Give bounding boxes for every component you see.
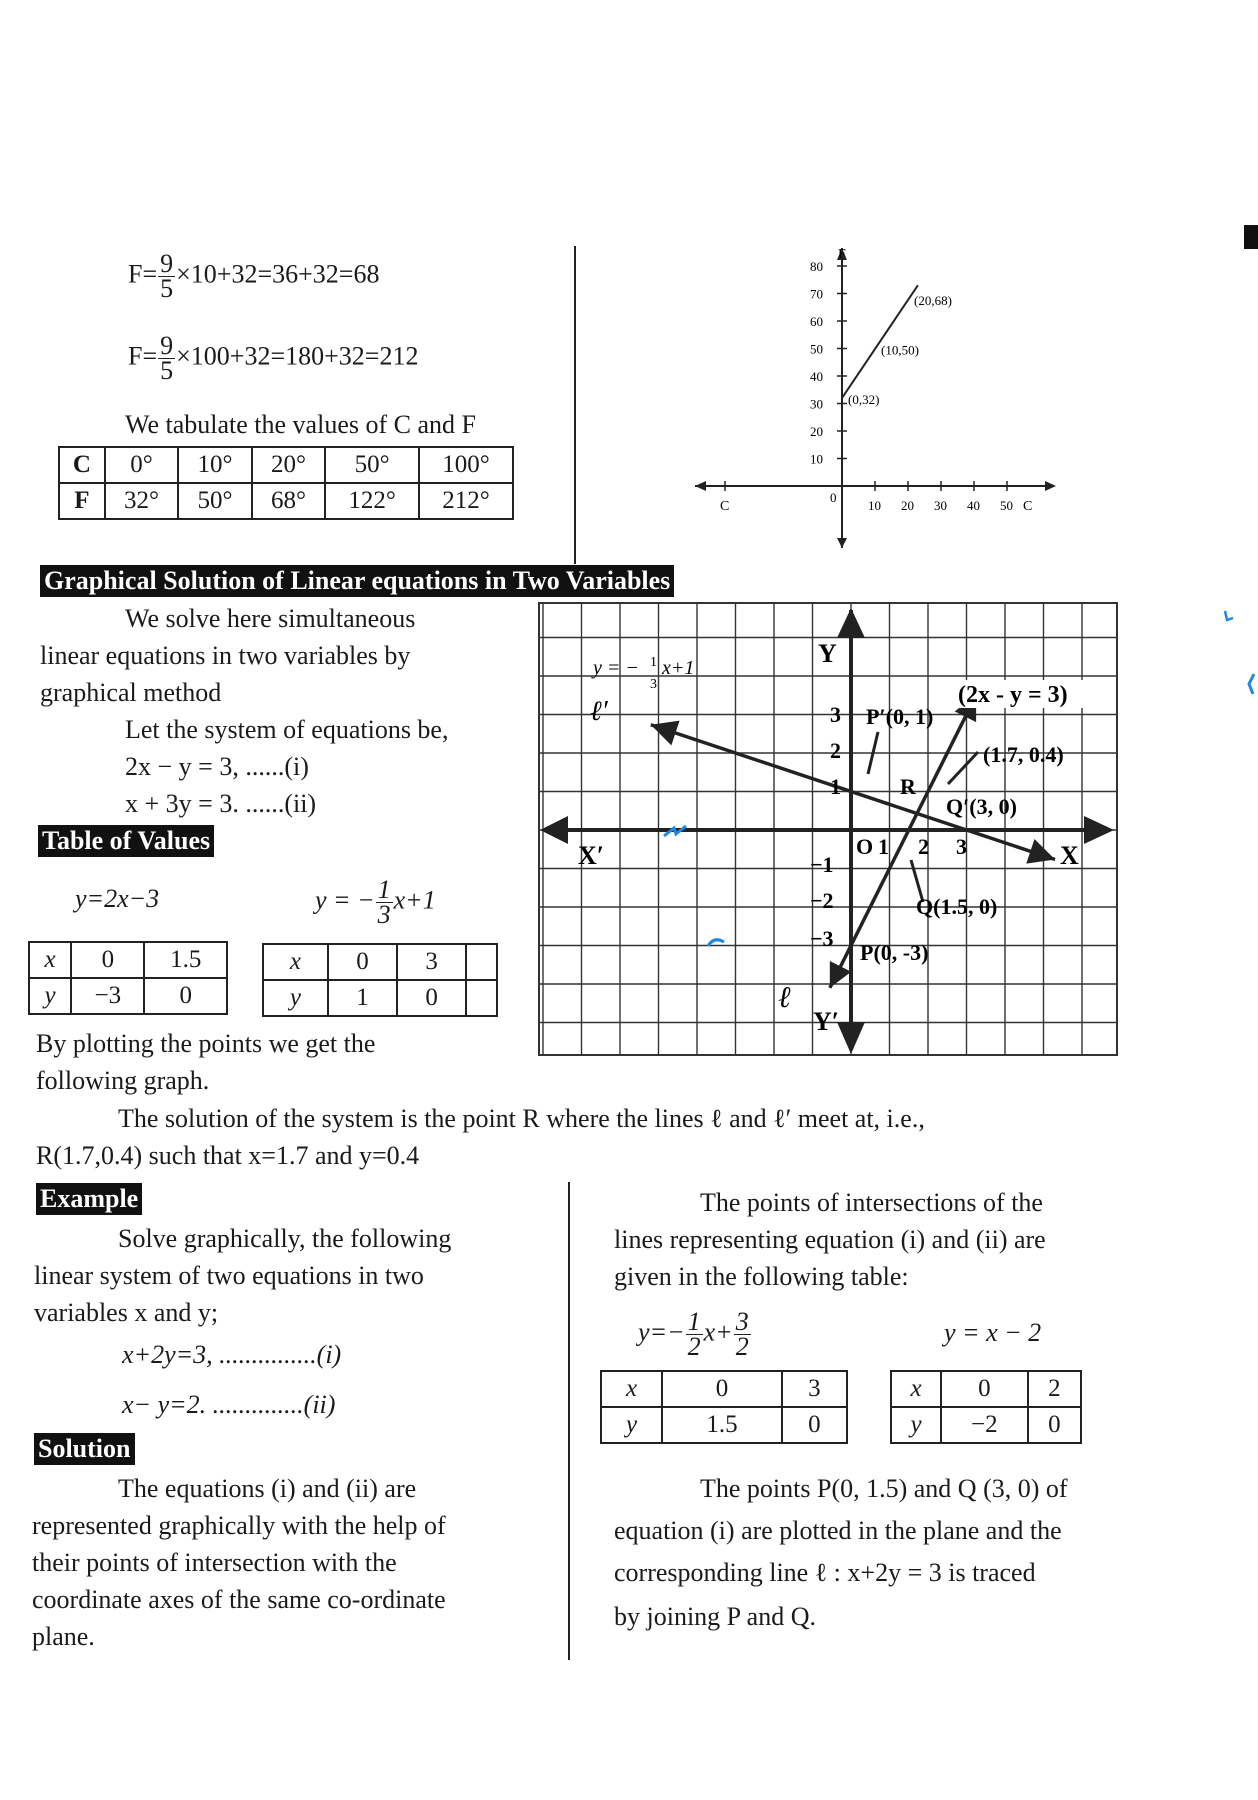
l-label: ℓ <box>778 981 791 1014</box>
fraction <box>376 875 393 929</box>
x-tick-label: 10 <box>868 498 881 513</box>
table-cell: −2 <box>941 1407 1028 1443</box>
section-banner: Graphical Solution of Linear equations in Two Variables <box>40 565 674 597</box>
table-cell: 0 <box>71 942 144 978</box>
table-cell: 1.5 <box>662 1407 782 1443</box>
table-cell: −3 <box>71 978 144 1014</box>
y-axis-arrow-down <box>837 538 847 548</box>
point-label: (0,32) <box>848 392 880 407</box>
table-cell: 20° <box>252 447 325 483</box>
table-cell: 0 <box>662 1371 782 1407</box>
intro-line: linear equations in two variables by <box>40 641 411 670</box>
tick-y3: 3 <box>830 702 841 727</box>
x-axis-label: X <box>1060 841 1079 870</box>
page-edge-mark <box>1244 225 1258 249</box>
right-para-2: by joining P and Q. <box>614 1602 816 1631</box>
right-para-2: corresponding line ℓ : x+2y = 3 is traced <box>614 1558 1036 1587</box>
y-tick-label: 30 <box>810 396 823 412</box>
equation-ii: x + 3y = 3. ......(ii) <box>125 789 317 818</box>
example-eq-ii: x− y=2. ..............(ii) <box>122 1390 336 1419</box>
linear-system-graph <box>538 602 1120 1058</box>
fraction-num: 3 <box>735 1307 749 1336</box>
plotting-line: following graph. <box>36 1066 210 1095</box>
line-l-prime-arrowtail <box>651 721 680 746</box>
tv2-label-pre: y = − <box>315 885 375 915</box>
right-para: lines representing equation (i) and (ii) are <box>614 1225 1046 1254</box>
pen-mark <box>1222 608 1236 624</box>
tv1-label: y=2x−3 <box>75 884 160 913</box>
line-l-prime-arrowhead <box>1026 839 1055 864</box>
y-tick-label: 40 <box>810 369 823 384</box>
table-cell: 32° <box>105 483 178 519</box>
fraction-den: 2 <box>687 1332 701 1361</box>
table-cell: y <box>891 1407 941 1443</box>
table-row <box>891 1371 1081 1407</box>
values-table-4 <box>890 1370 1082 1444</box>
y-tick-label: 70 <box>810 286 823 302</box>
tick-y2: 2 <box>830 738 841 763</box>
table-row <box>59 447 513 483</box>
table-row <box>601 1371 847 1407</box>
fraction-den: 5 <box>160 356 174 385</box>
right-para-2: equation (i) are plotted in the plane and the <box>614 1516 1062 1545</box>
solution-text: represented graphically with the help of <box>32 1511 446 1540</box>
fraction-den: 5 <box>160 274 174 303</box>
x-axis-neg-label: X′ <box>578 841 605 870</box>
q-prime-label: Q′(3, 0) <box>946 794 1017 819</box>
column-divider <box>574 246 576 564</box>
fraction <box>158 249 175 303</box>
y-tick-label: 20 <box>810 424 823 439</box>
line-eq-num: 1 <box>650 655 657 670</box>
y-tick-label: 10 <box>810 451 823 467</box>
pointer-r-coord <box>948 752 978 784</box>
t2-label: y = x − 2 <box>944 1318 1042 1347</box>
p-prime-label: P′(0, 1) <box>866 704 934 729</box>
example-eq-i: x+2y=3, ...............(i) <box>122 1340 342 1369</box>
formula-lhs: F= <box>128 259 158 289</box>
x-axis-arrow-right <box>1045 481 1056 491</box>
fraction-num: 9 <box>160 249 174 278</box>
pen-mark <box>1246 672 1258 698</box>
table-row <box>891 1407 1081 1443</box>
table-cell: y <box>601 1407 662 1443</box>
intro-line: graphical method <box>40 678 222 707</box>
fraction <box>158 331 175 385</box>
axis-label-c-right: C <box>1023 499 1033 514</box>
table-cell: 122° <box>325 483 419 519</box>
tv2-label <box>315 875 436 929</box>
fraction <box>734 1307 751 1361</box>
example-text: Solve graphically, the following <box>118 1224 452 1253</box>
fraction <box>686 1307 703 1361</box>
solution-banner: Solution <box>34 1433 135 1465</box>
y-tick-label: 80 <box>810 259 823 274</box>
table-of-values-banner: Table of Values <box>38 825 214 857</box>
table-cell: 0 <box>144 978 227 1014</box>
table-row <box>263 980 497 1016</box>
eq-label: (2x - y = 3) <box>958 682 1068 708</box>
tabulate-text: We tabulate the values of C and F <box>125 410 476 439</box>
column-divider <box>568 1182 570 1660</box>
l-prime-label: ℓ′ <box>590 696 608 727</box>
equation-i: 2x − y = 3, ......(i) <box>125 752 309 781</box>
solution-text: The equations (i) and (ii) are <box>118 1474 417 1503</box>
x-axis-arrow-right <box>1084 816 1114 844</box>
formula-f-68 <box>128 249 380 303</box>
tv2-label-post: x+1 <box>393 885 436 915</box>
values-table-3 <box>600 1370 848 1444</box>
x-tick-label: 20 <box>901 498 914 513</box>
right-para: The points of intersections of the <box>700 1188 1043 1217</box>
x-tick-label: 30 <box>934 498 947 513</box>
r-coord-label: (1.7, 0.4) <box>983 742 1064 767</box>
solution-line: The solution of the system is the point R where the lines ℓ and ℓ′ meet at, i.e., <box>118 1104 925 1133</box>
table-cell: 1 <box>328 980 397 1016</box>
tick-ym1: −1 <box>810 852 834 877</box>
y-axis-label: Y <box>818 639 837 668</box>
axis-label-c-left: C <box>720 499 730 514</box>
fraction-num: 9 <box>160 331 174 360</box>
formula-lhs: F= <box>128 341 158 371</box>
table-cell: 0 <box>941 1371 1028 1407</box>
line-eq-post: x+1 <box>662 657 695 679</box>
table-cell: 10° <box>178 447 251 483</box>
table-row <box>601 1407 847 1443</box>
intro-line: We solve here simultaneous <box>125 604 416 633</box>
y-tick-label: 50 <box>810 341 823 357</box>
table-cell: 100° <box>419 447 513 483</box>
table-cell: C <box>59 447 105 483</box>
table-cell <box>466 980 497 1016</box>
right-para: given in the following table: <box>614 1262 909 1291</box>
table-cell: x <box>29 942 71 978</box>
plotting-line: By plotting the points we get the <box>36 1029 376 1058</box>
solution-line-2: R(1.7,0.4) such that x=1.7 and y=0.4 <box>36 1141 420 1170</box>
axis-label-f: F <box>838 247 846 262</box>
pen-mark <box>660 822 690 842</box>
table-cell: x <box>263 944 328 980</box>
tick-ym2: −2 <box>810 888 834 913</box>
table-row <box>59 483 513 519</box>
y-tick-label: 60 <box>810 314 823 329</box>
table-cell: y <box>263 980 328 1016</box>
tick-x1: 1 <box>878 834 889 859</box>
line-eq-label <box>591 657 639 679</box>
x-tick-label: 40 <box>967 498 980 513</box>
table-cell: 68° <box>252 483 325 519</box>
table-row <box>263 944 497 980</box>
table-cell: x <box>601 1371 662 1407</box>
y-axis-neg-label: Y′ <box>813 1007 840 1036</box>
values-table-1 <box>28 941 228 1015</box>
cf-table <box>58 446 514 520</box>
p-label: P(0, -3) <box>860 940 929 965</box>
table-row <box>29 942 227 978</box>
solution-text: coordinate axes of the same co-ordinate <box>32 1585 446 1614</box>
table-cell: 3 <box>782 1371 847 1407</box>
x-tick-label: 50 <box>1000 498 1013 513</box>
origin-label: O <box>856 834 874 859</box>
values-table-2 <box>262 943 498 1017</box>
table-cell: 50° <box>178 483 251 519</box>
point-label: (20,68) <box>914 293 952 308</box>
fraction-num: 1 <box>377 875 391 904</box>
fraction-num: 1 <box>687 1307 701 1336</box>
table-cell: 2 <box>1028 1371 1081 1407</box>
pen-mark <box>704 934 728 954</box>
table-row <box>29 978 227 1014</box>
table-cell: x <box>891 1371 941 1407</box>
x-axis-arrow-left <box>540 816 568 844</box>
t1-label-mid: x+ <box>703 1317 733 1347</box>
table-cell: 0 <box>328 944 397 980</box>
formula-rhs: ×100+32=180+32=212 <box>176 341 419 371</box>
tick-y1: 1 <box>830 774 841 799</box>
cf-chart <box>690 240 1060 560</box>
fraction-den: 2 <box>735 1332 749 1361</box>
let-text: Let the system of equations be, <box>125 715 449 744</box>
right-para-2: The points P(0, 1.5) and Q (3, 0) of <box>700 1474 1068 1503</box>
tick-x3: 3 <box>956 834 967 859</box>
table-cell: 0 <box>782 1407 847 1443</box>
x-axis-arrow-left <box>695 481 706 491</box>
table-cell: 0 <box>1028 1407 1081 1443</box>
solution-text: plane. <box>32 1622 95 1651</box>
formula-rhs: ×10+32=36+32=68 <box>176 259 380 289</box>
example-text: linear system of two equations in two <box>34 1261 424 1290</box>
t1-label <box>638 1307 752 1361</box>
q-label: Q(1.5, 0) <box>916 894 998 919</box>
table-cell: 3 <box>397 944 466 980</box>
table-cell: 212° <box>419 483 513 519</box>
line-eq-pre: y = − <box>593 657 639 679</box>
tick-ym3: −3 <box>810 926 834 951</box>
table-cell: y <box>29 978 71 1014</box>
tick-x2: 2 <box>918 834 929 859</box>
y-axis-arrow-down <box>837 1022 865 1054</box>
y-axis-arrow-up <box>837 608 865 638</box>
table-cell: F <box>59 483 105 519</box>
fraction-den: 3 <box>377 900 391 929</box>
formula-f-212 <box>128 331 419 385</box>
origin-label: 0 <box>830 490 837 505</box>
r-label: R <box>900 774 916 799</box>
solution-text: their points of intersection with the <box>32 1548 397 1577</box>
table-cell: 0° <box>105 447 178 483</box>
table-cell: 0 <box>397 980 466 1016</box>
point-label: (10,50) <box>881 342 919 358</box>
t1-label-pre: y=− <box>638 1317 685 1347</box>
table-cell: 1.5 <box>144 942 227 978</box>
example-banner: Example <box>36 1183 142 1215</box>
example-text: variables x and y; <box>34 1298 219 1327</box>
table-cell <box>466 944 497 980</box>
table-cell: 50° <box>325 447 419 483</box>
line-eq-den: 3 <box>650 677 657 692</box>
